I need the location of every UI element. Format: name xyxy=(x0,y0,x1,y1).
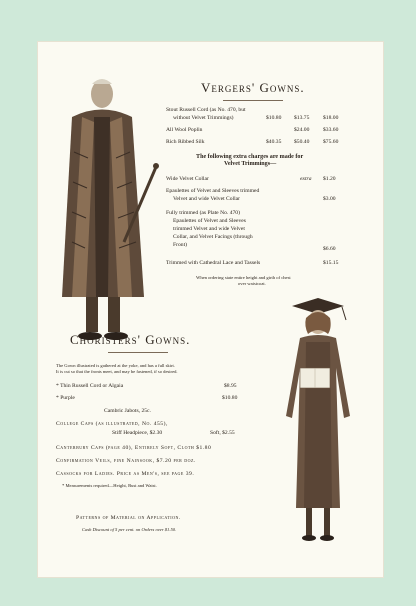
vergers-row-2-label: All Wool Poplin xyxy=(166,127,203,133)
catalog-page xyxy=(38,42,383,577)
choristers-intro-1: The Gown illustrated is gathered at the yoke, and has a full skirt. xyxy=(56,363,175,368)
cambric-jabots: Cambric Jabots, 25c. xyxy=(104,408,151,414)
measurements-note: * Measurements required—Height, Bust and Waist. xyxy=(62,483,157,488)
extra-2-price: $3.00 xyxy=(323,196,336,202)
vergers-row-1-price-2: $13.75 xyxy=(294,115,310,121)
vergers-row-3-price-3: $75.60 xyxy=(323,139,339,145)
choristers-intro-2: It is cut so that the fronts meet, and may be fastened, if so desired. xyxy=(56,369,178,374)
chorister-illustration xyxy=(270,298,360,568)
vergers-row-1-label: Stout Russell Cord (as No. 470, but xyxy=(166,107,246,113)
extra-3-line-2: Epaulettes of Velvet and Sleeves xyxy=(173,218,246,224)
vergers-row-1-price-1: $10.80 xyxy=(266,115,282,121)
vergers-note-1: When ordering state entire height and girth of chest xyxy=(196,275,291,280)
extra-3-price: $6.60 xyxy=(323,246,336,252)
choristers-row-1-price: $8.95 xyxy=(224,383,237,389)
vergers-row-3-price-1: $40.35 xyxy=(266,139,282,145)
college-caps: College Caps (as illustrated, No. 455), xyxy=(56,421,168,427)
extra-1-mid: extra xyxy=(300,176,312,182)
vergers-row-1-price-3: $18.00 xyxy=(323,115,339,121)
extra-3-line-3: trimmed Velvet and wide Velvet xyxy=(173,226,245,232)
canterbury-caps: Canterbury Caps (page 40), Entirely Soft, Cloth $1.80 xyxy=(56,445,212,451)
choristers-row-2-label: * Purple xyxy=(56,395,75,401)
cassocks-ladies: Cassocks for Ladies. Price as Men's, see page 39. xyxy=(56,471,195,477)
extra-3-line-1: Fully trimmed (as Plate No. 470) xyxy=(166,210,240,216)
extra-2-line-2: Velvet and wide Velvet Collar xyxy=(173,196,241,202)
choristers-row-2-price: $10.80 xyxy=(222,395,238,401)
patterns-notice: Patterns of Material on Application. xyxy=(76,515,181,521)
vergers-note-2: over waistcoat. xyxy=(238,281,266,286)
extra-4-price: $15.15 xyxy=(323,260,339,266)
discount-note: Cash Discount of 5 per cent. on Orders over $1.50. xyxy=(82,527,177,532)
vergers-row-3-label: Rich Ribbed Silk xyxy=(166,139,205,145)
extra-2-line-1: Epaulettes of Velvet and Sleeves trimmed xyxy=(166,188,260,194)
choristers-title: Choristers' Gowns. xyxy=(70,332,191,347)
extra-1-price: $1.20 xyxy=(323,176,336,182)
extra-3-line-5: Front) xyxy=(173,242,187,248)
extras-heading-2: Velvet Trimmings— xyxy=(224,161,277,167)
extras-heading: The following extra charges are made for xyxy=(196,154,304,160)
extra-4-label: Trimmed with Cathedral Lace and Tassels xyxy=(166,260,261,266)
vergers-row-2-price-2: $24.00 xyxy=(294,127,310,133)
vergers-title: Vergers' Gowns. xyxy=(201,80,305,95)
verger-illustration xyxy=(52,72,162,342)
choristers-title-rule xyxy=(108,352,168,353)
vergers-title-rule xyxy=(223,100,283,101)
extra-3-line-4: Collar, and Velvet Facings (through xyxy=(173,234,253,240)
soft-headpiece: Soft, $2.55 xyxy=(210,430,235,436)
extra-1-label: Wide Velvet Collar xyxy=(166,176,209,182)
choristers-row-1-label: * Thin Russell Cord or Algaia xyxy=(56,383,124,389)
vergers-row-1-sub: without Velvet Trimmings) xyxy=(173,115,234,121)
vergers-row-3-price-2: $50.40 xyxy=(294,139,310,145)
confirmation-veils: Confirmation Veils, fine Nainsook, $7.20 per doz. xyxy=(56,458,196,464)
vergers-row-2-price-3: $33.60 xyxy=(323,127,339,133)
stiff-headpiece: Stiff Headpiece, $2.30 xyxy=(112,430,163,436)
